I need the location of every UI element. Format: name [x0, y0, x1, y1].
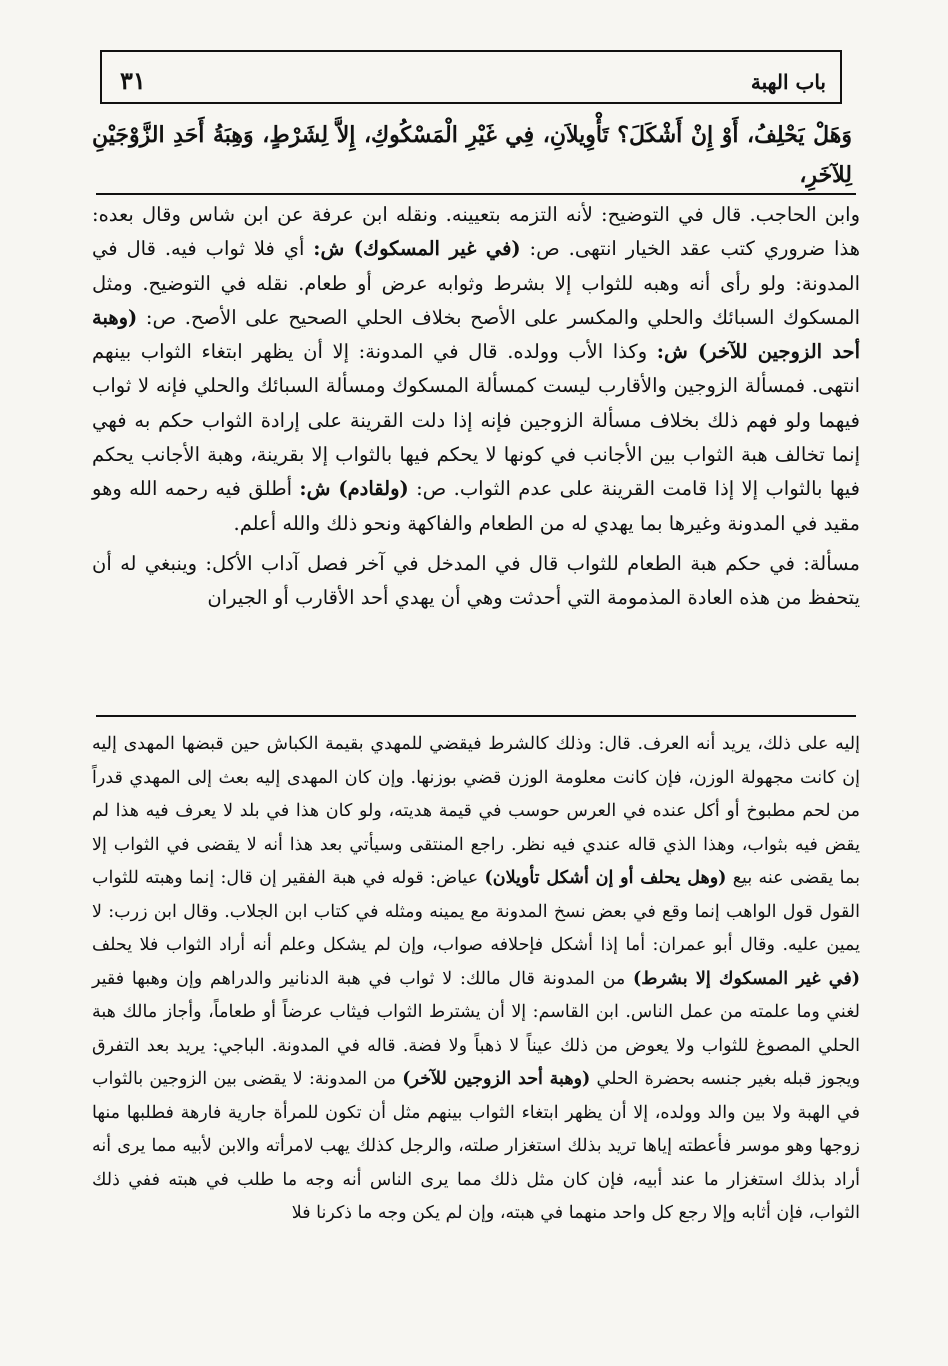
text-segment: وابن الحاجب. قال في التوضيح: لأنه التزمه بتعيينه. ونقله ابن عرفة عن ابن شاس وقال بعده: هذا ضروري كتب عقد الخيار انتهى. ص: [92, 203, 860, 261]
text-segment: وكذا الأب وولده. قال في المدونة: إلا أن يظهر ابتغاء الثواب بينهم انتهى. فمسألة الزوجين والأقارب ليست كمسألة المسكوك ومسألة السبائك والحلي فإنه لا ثواب فيهما ولو فهم ذلك بخلاف مسألة الزوجين فإنه إذا دلت القرينة على إرادة الثواب حكم به فهي إنما تخالف هبة الثواب بين الأجانب في كونها لا يحكم فيها بالثواب إلا بقرينة، وهبة الأجانب يحكم فيها بالثواب إلا إذا قامت القرينة على عدم الثواب. ص: [92, 340, 860, 501]
commentary-paragraph [92, 728, 860, 1231]
page-header-box [100, 50, 842, 104]
text-segment: أي فلا ثواب فيه. قال في المدونة: ولو رأى أنه وهبه للثواب إلا بشرط وثوابه عرض أو طعام. نقله في التوضيح. ومثل المسكوك السبائك والحلي والمكسر على الأصح بخلاف الحلي الصحيح على الأصح. ص: [92, 237, 860, 329]
bold-lemma: (ولقادم) ش: [299, 477, 409, 501]
bold-lemma: (وهبة أحد الزوجين للآخر) [402, 1069, 591, 1089]
text-segment: من المدونة قال مالك: لا ثواب في هبة الدنانير والدراهم وإن وهبها فقير لغني وما علمته من عمل الناس. ابن القاسم: إلا أن يشترط الثواب فيثاب عرضاً أو طعاماً، وأجاز مالك هبة الحلي المصوغ للثواب ولا يعوض من ذلك عيناً لا ذهباً ولا فضة. قاله في المدونة. الباجي: يريد بعد التفرق ويجوز قبله بغير جنسه بحضرة الحلي [92, 968, 861, 1089]
bold-lemma: (وهبة أحد الزوجين للآخر) ش: [92, 305, 861, 364]
bold-lemma: (وهل يحلف أو إن أشكل تأويلان) [484, 868, 727, 888]
text-segment: إليه على ذلك، يريد أنه العرف. قال: وذلك كالشرط فيقضي للمهدي بقيمة الكباش حين قبضها المهدى إليه إن كانت مجهولة الوزن، فإن كانت معلومة الوزن قضي بوزنها. وإن كان المهدى إليه بعث إلى المهدي قدراً من لحم مطبوخ أو أكل عنده في العرس حوسب في قيمة هديته، ولو كان هذا في بلد لا يعرف فيه هذا لم يقض فيه بثواب، وهذا الذي قاله عندي فيه نظر. راجع المنتقى وسيأتي بعد هذا أنه لا يقضى في الثواب إلا بما يقضى عنه بيع [92, 734, 860, 888]
mukhtasar-text: وَهَلْ يَحْلِفُ، أَوْ إِنْ أَشْكَلَ؟ تَأْوِيلاَنِ، فِي غَيْرِ الْمَسْكُوكِ، إِلاَّ لِشَرْطٍ، وَهِبَةُ أَحَدِ الزَّوْجَيْنِ لِلآخَرِ، [92, 122, 852, 188]
commentary-paragraph [92, 198, 860, 541]
text-segment: من المدونة: لا يقضى بين الزوجين بالثواب في الهبة ولا بين والد وولده، إلا أن يظهر ابتغاء الثواب بينهم مثل أن تكون للمرأة جارية فارهة فطلبها منها زوجها وهو موسر فأعطته إياها تريد بذلك استغزار صلته، والرجل كذلك يهب لامرأته والابن لأبيه مما يرى أنه أراد بذلك استغزار ما عند أبيه، فإن كان مثل ذلك مما يرى الناس أنه وجه ما طلب في هبته ففي ذلك الثواب، فإن أثابه وإلا رجع كل واحد منهما في هبته، وإن لم يكن وجه ما ذكرنا فلا [92, 1069, 860, 1223]
text-segment: عياض: قوله في هبة الفقير إن قال: إنما وهبته للثواب القول قول الواهب إنما وقع في بعض نسخ المدونة مع يمينه ومثله في كتاب ابن الجلاب. وقال ابن زرب: لا يمين عليه. وقال أبو عمران: أما إذا أشكل فإحلافه صواب، وإن لم يشكل وعلم أنه أراد الثواب فلا يحلف [92, 868, 860, 955]
commentary-section [92, 198, 860, 616]
text-segment: أطلق فيه رحمه الله وهو مقيد في المدونة وغيرها بما يهدي له من الطعام والفاكهة ونحو ذلك والله أعلم. [92, 477, 860, 535]
bold-lemma: (في غير المسكوك) ش: [313, 237, 521, 261]
divider-line [96, 193, 856, 195]
divider-line [96, 715, 856, 717]
second-commentary-section [92, 728, 860, 1231]
masala-paragraph: مسألة: في حكم هبة الطعام للثواب قال في المدخل في آخر فصل آداب الأكل: وينبغي له أن يتحفظ من هذه العادة المذمومة التي أحدثت وهي أن يهدي أحد الأقارب أو الجيران [92, 551, 860, 610]
bold-lemma: (في غير المسكوك إلا بشرط) [633, 968, 861, 989]
page-number: ٣١ [120, 66, 146, 95]
running-title: باب الهبة [750, 70, 826, 94]
